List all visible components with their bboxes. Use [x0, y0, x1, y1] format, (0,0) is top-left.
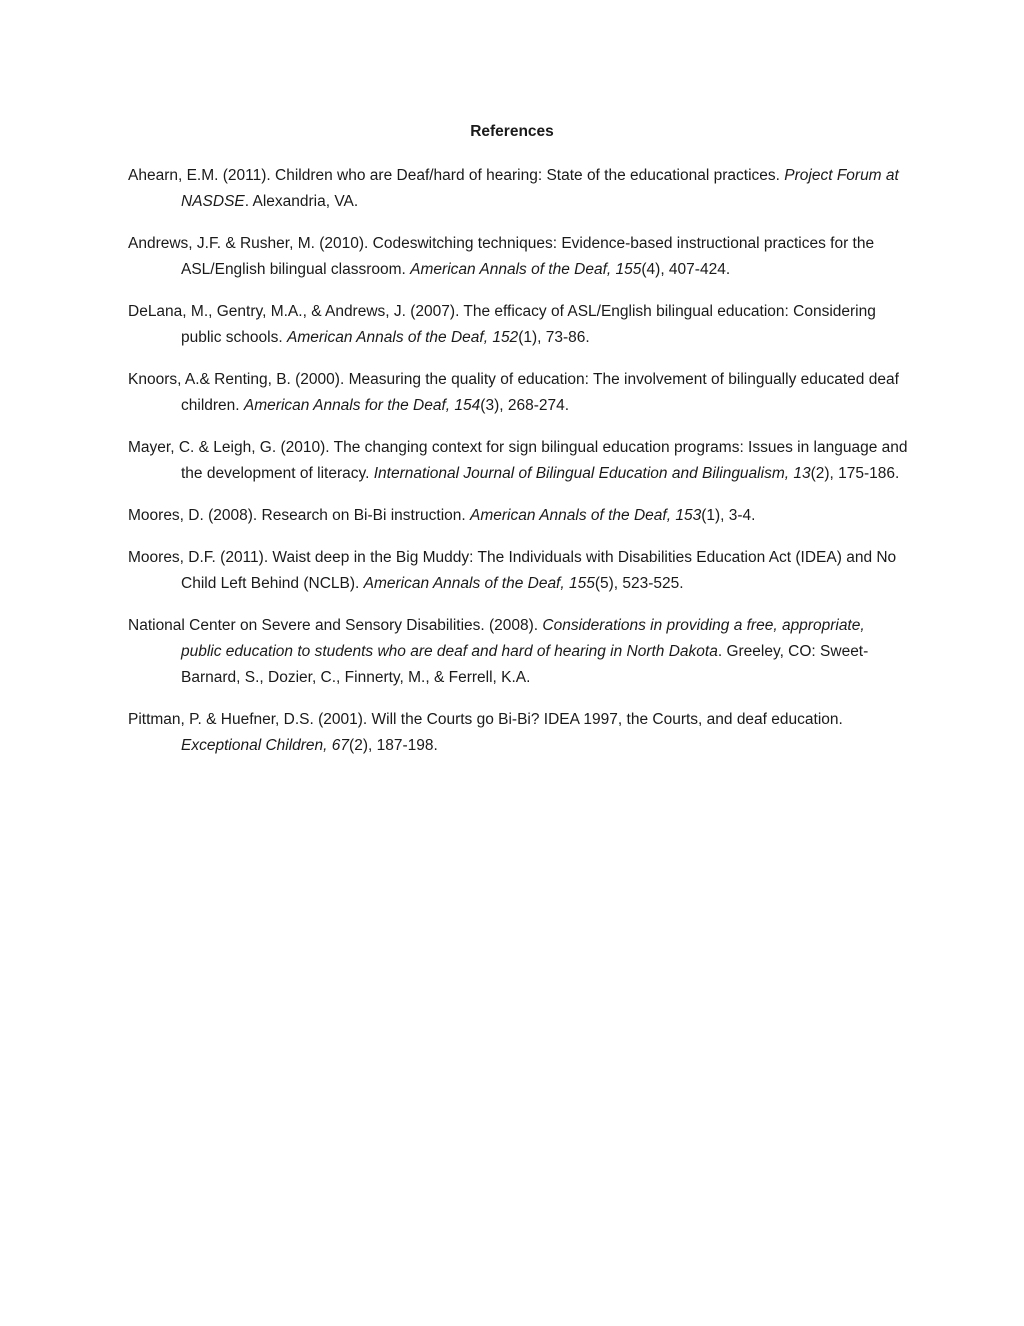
reference-italic-text: American Annals of the Deaf, 153 [470, 507, 702, 524]
reference-text: National Center on Severe and Sensory Disabilities. (2008). [128, 617, 543, 634]
reference-entry [128, 435, 908, 487]
reference-entry [128, 163, 908, 215]
reference-text: . Greeley, CO: Sweet-Barnard, S., Dozier, C., Finnerty, M., & Ferrell, K.A. [181, 643, 869, 686]
reference-entry [128, 367, 908, 419]
reference-text: (3), 268-274. [480, 397, 570, 414]
reference-italic-text: American Annals of the Deaf, 155 [410, 261, 642, 278]
reference-text: (5), 523-525. [594, 575, 684, 592]
reference-text: Moores, D. (2008). Research on Bi-Bi instruction. [128, 507, 470, 524]
reference-italic-text: Exceptional Children, 67 [181, 737, 350, 754]
reference-text: (1), 73-86. [518, 329, 590, 346]
reference-entry [128, 503, 908, 529]
reference-italic-text: Project Forum at NASDSE [181, 167, 899, 210]
reference-italic-text: American Annals of the Deaf, 155 [363, 575, 595, 592]
reference-entry [128, 231, 908, 283]
reference-text: Moores, D.F. (2011). Waist deep in the Big Muddy: The Individuals with Disabilities Education Act (IDEA) and No Child Left Behind (NCLB). [128, 549, 897, 592]
reference-italic-text: American Annals of the Deaf, 152 [286, 329, 519, 346]
reference-list [128, 163, 908, 775]
reference-text: (4), 407-424. [641, 261, 731, 278]
reference-entry [128, 707, 908, 759]
reference-text: . Alexandria, VA. [244, 193, 359, 210]
reference-entry [128, 545, 908, 597]
references-heading: References [470, 123, 554, 140]
reference-entry [128, 299, 908, 351]
reference-text: DeLana, M., Gentry, M.A., & Andrews, J. (2007). The efficacy of ASL/English bilingual education: Considering public schools. [128, 303, 876, 346]
reference-text: Ahearn, E.M. (2011). Children who are Deaf/hard of hearing: State of the educational practices. [128, 167, 785, 184]
reference-italic-text: Considerations in providing a free, appropriate, public education to students who are deaf and hard of hearing in North Dakota [181, 617, 865, 660]
reference-text: Andrews, J.F. & Rusher, M. (2010). Codeswitching techniques: Evidence-based instructional practices for the ASL/English bilingual classroom. [128, 235, 875, 278]
reference-text: Knoors, A.& Renting, B. (2000). Measuring the quality of education: The involvement of bilingually educated deaf children. [128, 371, 899, 414]
reference-italic-text: International Journal of Bilingual Education and Bilingualism, 13 [373, 465, 811, 482]
reference-text: (2), 175-186. [810, 465, 900, 482]
reference-text: Pittman, P. & Huefner, D.S. (2001). Will the Courts go Bi-Bi? IDEA 1997, the Courts, and deaf education. [128, 711, 843, 728]
reference-text: (1), 3-4. [701, 507, 756, 524]
reference-text: (2), 187-198. [349, 737, 438, 754]
reference-text: Mayer, C. & Leigh, G. (2010). The changing context for sign bilingual education programs: Issues in language and the development of literacy. [128, 439, 908, 482]
reference-entry [128, 613, 908, 691]
reference-italic-text: American Annals for the Deaf, 154 [243, 397, 481, 414]
